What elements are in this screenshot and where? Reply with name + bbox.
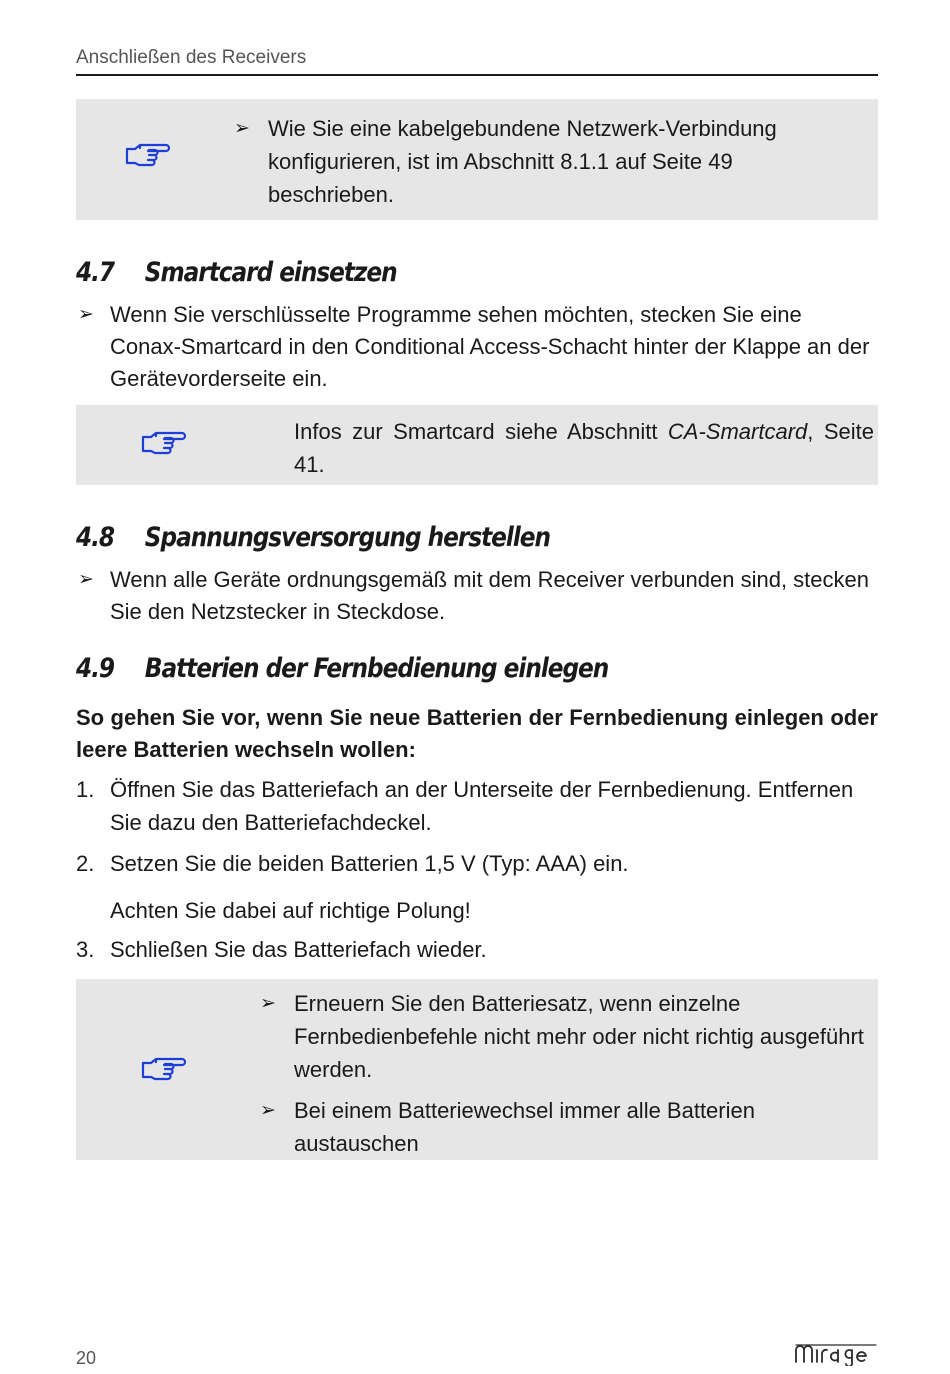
step-text: Öffnen Sie das Batteriefach an der Unterseite der Fernbedienung. Entfernen Sie dazu den Batteriefachdeckel. [110,777,854,835]
pointing-hand-icon [140,429,188,457]
note-bullet-text: Bei einem Batteriewechsel immer alle Batterien austauschen [294,1098,755,1156]
note-text-reference: CA-Smartcard [667,419,808,444]
section-number: 4.7 [76,257,115,288]
note-text-after: , Seite 41. [294,419,874,477]
bullet-text: Wenn Sie verschlüsselte Programme sehen möchten, stecken Sie eine Conax-Smartcard in den Conditional Access-Schacht hinter der Klappe an der Gerätevorderseite ein. [110,302,870,391]
note-box-batteries [76,979,878,1160]
arrow-bullet-icon: ➢ [78,569,94,590]
step-number: 3. [76,937,95,962]
pointing-hand-icon [140,1055,188,1083]
step-text: Achten Sie dabei auf richtige Polung! [110,898,471,923]
bullet-text: Wenn alle Geräte ordnungsgemäß mit dem Receiver verbunden sind, stecken Sie den Netzstecker in Steckdose. [110,567,869,624]
section-number: 4.8 [76,522,115,553]
step-text: Schließen Sie das Batteriefach wieder. [110,937,487,962]
note-box-smartcard [76,405,878,485]
step-2-note [76,894,878,927]
section-heading-4-7 [76,256,397,290]
step-text: Setzen Sie die beiden Batterien 1,5 V (Typ: AAA) ein. [110,851,629,876]
note-bullet-text: Erneuern Sie den Batteriesatz, wenn einzelne Fernbedienbefehle nicht mehr oder nicht richtig ausgeführt werden. [294,991,864,1082]
note-bullet [234,112,834,211]
lead-paragraph: So gehen Sie vor, wenn Sie neue Batterien der Fernbedienung einlegen oder leere Batterien wechseln wollen: [76,705,878,762]
pointing-hand-icon [124,141,172,169]
note-text [294,415,874,481]
note-text [260,987,874,1160]
mirage-logo [794,1342,878,1371]
note-bullet [260,1094,874,1160]
note-bullet-text: Wie Sie eine kabelgebundene Netzwerk-Verbindung konfigurieren, ist im Abschnitt 8.1.1 auf Seite 49 beschrieben. [268,116,777,207]
arrow-bullet-icon: ➢ [78,304,94,325]
bullet-paragraph-power [76,564,878,628]
note-box-network [76,99,878,220]
arrow-bullet-icon: ➢ [260,993,276,1014]
step-1 [76,773,878,839]
arrow-bullet-icon: ➢ [234,118,250,139]
note-bullet [260,987,874,1086]
step-2 [76,847,878,880]
bullet-paragraph-smartcard [76,299,878,395]
step-number: 2. [76,851,95,876]
section-title: Smartcard einsetzen [144,257,397,288]
section-heading-4-9 [76,652,608,686]
note-text [234,112,834,211]
step-3 [76,933,878,966]
section-number: 4.9 [76,653,115,684]
section-title: Spannungsversorgung herstellen [144,522,550,553]
section-heading-4-8 [76,521,550,555]
arrow-bullet-icon: ➢ [260,1100,276,1121]
page-number: 20 [76,1348,97,1368]
running-header: Anschließen des Receivers [76,46,878,76]
note-text-before: Infos zur Smartcard siehe Abschnitt [294,419,668,444]
step-number: 1. [76,777,95,802]
section-title: Batterien der Fernbedienung einlegen [144,653,609,684]
